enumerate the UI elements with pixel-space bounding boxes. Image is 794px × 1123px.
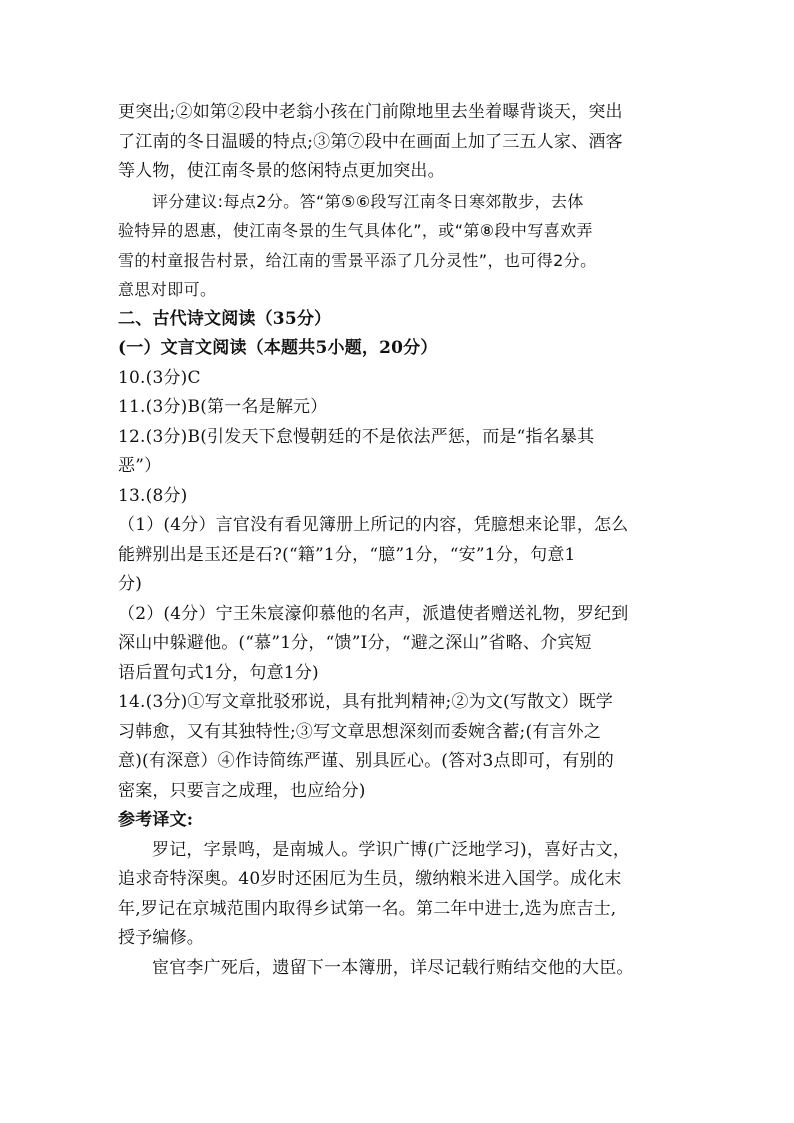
text-line: 等人物，使江南冬景的悠闲特点更加突出。 bbox=[118, 161, 445, 181]
scoring-note-line: 雪的村童报告村景，给江南的雪景平添了几分灵性”，也可得2分。 bbox=[118, 250, 597, 270]
answer-line: 恶”） bbox=[118, 456, 162, 476]
translation-line: 追求奇特深奥。40岁时还困厄为生员，缴纳粮米进入国学。成化末 bbox=[118, 869, 622, 889]
text-line: 更突出;②如第②段中老翁小孩在门前隙地里去坐着曝背谈天，突出 bbox=[118, 102, 623, 122]
translation-line: 年,罗记在京城范围内取得乡试第一名。第二年中进士,选为庶吉士, bbox=[118, 898, 617, 919]
document-page bbox=[118, 98, 684, 983]
answer-line: 13.(8分) bbox=[118, 485, 188, 506]
answer-line: 语后置句式1分，句意1分) bbox=[118, 662, 319, 683]
translation-line: 罗记，字景鸣，是南城人。学识广博(广泛地学习)，喜好古文， bbox=[152, 839, 631, 860]
answer-line: 意)(有深意）④作诗简练严谨、别具匠心。(答对3点即可，有别的 bbox=[118, 751, 614, 771]
scoring-note-line: 验特异的恩惠，使江南冬景的生气具体化”，或“第⑧段中写喜欢弄 bbox=[118, 221, 593, 240]
answer-line: 10.(3分)C bbox=[118, 367, 201, 388]
section-heading: 二、古代诗文阅读（35分） bbox=[118, 308, 332, 329]
scoring-note-line: 评分建议:每点2分。答“第⑤⑥段写江南冬日寒郊散步，去体 bbox=[152, 191, 584, 211]
answer-line: （1）(4分）言官没有看见簿册上所记的内容，凭臆想来论罪，怎么 bbox=[118, 515, 629, 535]
answer-line: 12.(3分)B(引发天下怠慢朝廷的不是依法严惩，而是“指名暴其 bbox=[118, 426, 595, 447]
scoring-note-line: 意思对即可。 bbox=[118, 280, 217, 299]
answer-line: 深山中躲避他。(“慕”1分，“馈”I分，“避之深山”省略、介宾短 bbox=[118, 633, 592, 653]
answer-line: 能辨别出是玉还是石?(“籍”1分，“臆”1分，“安”1分，句意1 bbox=[118, 544, 576, 565]
answer-line: 分) bbox=[118, 574, 143, 594]
answer-line: 习韩愈，又有其独特性;③写文章思想深刻而委婉含蓄;(有言外之 bbox=[118, 721, 602, 742]
answer-line: 11.(3分)B(第一名是解元） bbox=[118, 397, 328, 417]
answer-line: 14.(3分)①写文章批驳邪说，具有批判精神;②为文(写散文）既学 bbox=[118, 692, 614, 712]
translation-line: 宦官李广死后，遗留下一本簿册，详尽记载行贿结交他的大臣。 bbox=[152, 957, 634, 978]
answer-line: （2）(4分）宁王朱宸濠仰慕他的名声，派遣使者赠送礼物，罗纪到 bbox=[118, 603, 629, 624]
text-line: 了江南的冬日温暖的特点;③第⑦段中在画面上加了三五人家、酒客 bbox=[118, 131, 623, 152]
answer-line: 密案，只要言之成理，也应给分) bbox=[118, 780, 366, 801]
translation-heading: 参考译文: bbox=[118, 810, 194, 830]
translation-line: 授予编修。 bbox=[118, 928, 204, 948]
subsection-heading: (一）文言文阅读（本题共5小题，20分） bbox=[118, 338, 438, 358]
